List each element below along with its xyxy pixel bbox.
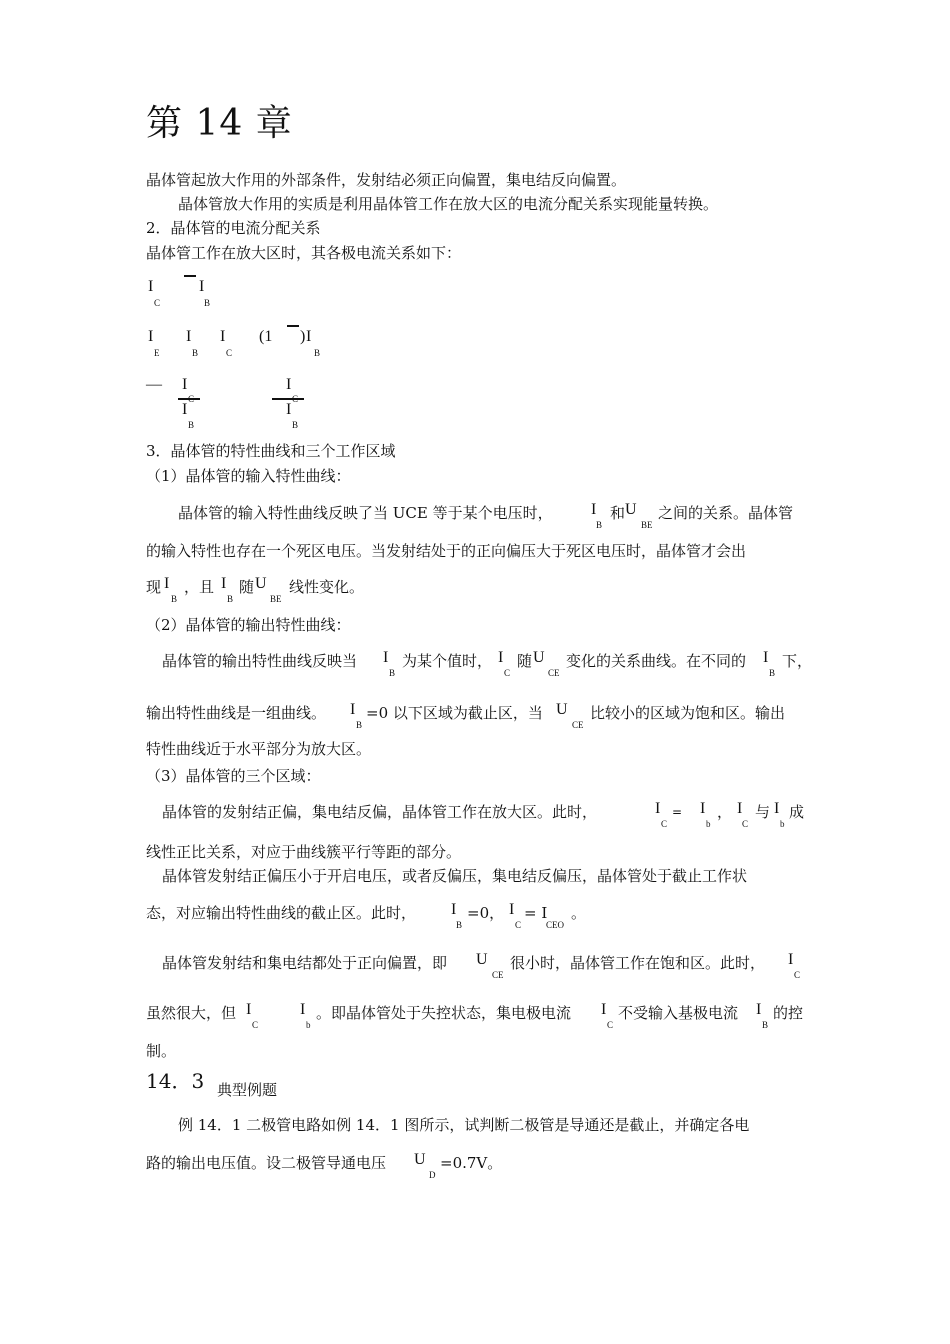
p5-uce: U: [476, 951, 488, 968]
formula-ie-ib: I: [186, 328, 192, 345]
formula-ie-ib-sub: B: [192, 348, 199, 358]
p1-text-d: ，且: [184, 578, 215, 596]
p5-text-d: 。即晶体管处于失控状态，集电极电流: [316, 1004, 572, 1022]
p4-ib: I: [451, 901, 457, 918]
p2-line-3: 特性曲线近于水平部分为放大区。: [146, 740, 372, 758]
p3-ic: I: [655, 800, 661, 817]
formula-ie-paren-close: ): [300, 328, 306, 345]
p3-ic2: I: [737, 800, 743, 817]
intro-line-1: 晶体管起放大作用的外部条件，发射结必须正向偏置，集电结反向偏置。: [146, 171, 627, 189]
p5-ic-sub: C: [794, 970, 801, 980]
p3-text-b: 成: [789, 803, 805, 821]
p5-text-g: 制。: [146, 1042, 177, 1060]
p2-uce-sub: CE: [548, 668, 560, 678]
p1-ube2: U: [255, 575, 267, 592]
example-text-c: =0.7V。: [440, 1154, 503, 1172]
p5-ic2-sub: C: [252, 1020, 259, 1030]
section-3-3-title: （3）晶体管的三个区域：: [146, 767, 321, 785]
fraction-2-num: I: [286, 376, 292, 393]
p2-text-a: 晶体管的输出特性曲线反映当: [162, 652, 358, 670]
p4-text-b: 态，对应输出特性曲线的截止区。此时，: [146, 904, 417, 922]
formula-ic-sub: C: [154, 298, 161, 308]
p3-eq: =: [672, 805, 683, 819]
p2-ib2: I: [763, 649, 769, 666]
p5-text-c: 虽然很大，但: [146, 1004, 237, 1022]
fraction-2-bar: [272, 398, 304, 400]
p1-ib2-sub: B: [171, 594, 178, 604]
formula-ie-paren: (1: [259, 328, 273, 345]
p3-ib-sub: b: [706, 819, 711, 829]
p1-ube2-sub: BE: [270, 594, 282, 604]
p3-ib2: I: [774, 800, 780, 817]
p1-ib2: I: [164, 575, 170, 592]
example-ud: U: [414, 1151, 426, 1168]
p5-text-b: 很小时，晶体管工作在饱和区。此时，: [510, 954, 766, 972]
p2-ic: I: [498, 649, 504, 666]
formula-ie-ic: I: [220, 328, 226, 345]
formula-ib: I: [199, 278, 205, 295]
p5-ic: I: [788, 951, 794, 968]
section-3-1-title: （1）晶体管的输入特性曲线：: [146, 467, 351, 485]
p4-ic: I: [509, 901, 515, 918]
p3-comma: ，: [717, 803, 733, 821]
formula-ic: I: [148, 278, 154, 295]
p1-ib-sub: B: [596, 520, 603, 530]
p1-text-e: 随: [239, 578, 255, 596]
section-14-3-title: 典型例题: [217, 1081, 278, 1099]
p1-line-2: 的输入特性也存在一个死区电压。当发射结处于的正向偏压大于死区电压时，晶体管才会出: [146, 542, 747, 560]
p2-text-d: 变化的关系曲线。在不同的: [566, 652, 747, 670]
p5-ib2-sub: B: [762, 1020, 769, 1030]
p3-ib2-sub: b: [780, 819, 785, 829]
p4-text-c: =0，: [467, 904, 505, 922]
p4-ic-sub: C: [515, 920, 522, 930]
fraction-2-den: I: [286, 401, 292, 418]
section-2-intro: 晶体管工作在放大区时，其各极电流关系如下：: [146, 244, 462, 262]
p2-text-b: 为某个值时，: [402, 652, 493, 670]
p4-text-d: 。: [571, 904, 587, 922]
p3-text-a: 晶体管的发射结正偏，集电结反偏，晶体管工作在放大区。此时，: [162, 803, 598, 821]
example-text-b: 路的输出电压值。设二极管导通电压: [146, 1154, 387, 1172]
p1-text-c: 现: [146, 578, 162, 596]
p1-text-b: 之间的关系。晶体管: [658, 504, 794, 522]
p5-uce-sub: CE: [492, 970, 504, 980]
p3-ib: I: [700, 800, 706, 817]
p4-text-a: 晶体管发射结正偏压小于开启电压，或者反偏压，集电结反偏压，晶体管处于截止工作状: [162, 867, 748, 885]
formula-ie-sub: E: [154, 348, 160, 358]
p1-ib3-sub: B: [227, 594, 234, 604]
formula-ie-ic-sub: C: [226, 348, 233, 358]
p2-uce2: U: [556, 701, 568, 718]
formula-ib-sub: B: [204, 298, 211, 308]
fraction-1-den-sub: B: [188, 420, 195, 430]
p1-text-a: 晶体管的输入特性曲线反映了当 UCE 等于某个电压时，: [178, 504, 553, 522]
p2-ib3-sub: B: [356, 720, 363, 730]
section-3-2-title: （2）晶体管的输出特性曲线：: [146, 616, 351, 634]
beta-bar-1: [184, 275, 196, 277]
p5-text-f: 的控: [773, 1004, 804, 1022]
section-14-3-number: 14．3: [146, 1069, 205, 1093]
fraction-1-den: I: [182, 401, 188, 418]
p2-text-h: 比较小的区域为饱和区。输出: [590, 704, 786, 722]
formula-dash: —: [146, 376, 162, 393]
p2-text-e: 下，: [782, 652, 813, 670]
intro-line-2: 晶体管放大作用的实质是利用晶体管工作在放大区的电流分配关系实现能量转换。: [178, 195, 719, 213]
fraction-1-num: I: [182, 376, 188, 393]
beta-bar-2: [287, 325, 299, 327]
example-text-a: 例 14．1 二极管电路如例 14．1 图所示，试判断二极管是导通还是截止，并确定各电: [178, 1116, 750, 1134]
p5-text-e: 不受输入基极电流: [618, 1004, 739, 1022]
p2-ic-sub: C: [504, 668, 511, 678]
p5-ic2: I: [246, 1001, 252, 1018]
p4-iceo-sub: CEO: [546, 920, 564, 930]
fraction-2-den-sub: B: [292, 420, 299, 430]
p5-ib-sub: b: [306, 1020, 311, 1030]
p2-ib-sub: B: [389, 668, 396, 678]
p5-ic3-sub: C: [607, 1020, 614, 1030]
p2-uce2-sub: CE: [572, 720, 584, 730]
formula-ie-i: I: [148, 328, 154, 345]
p5-ic3: I: [601, 1001, 607, 1018]
p5-ib: I: [300, 1001, 306, 1018]
section-3-title: 3．晶体管的特性曲线和三个工作区域: [146, 442, 396, 460]
p1-ube: U: [625, 501, 637, 518]
p3-ic2-sub: C: [742, 819, 749, 829]
p2-ib2-sub: B: [769, 668, 776, 678]
p2-text-c: 随: [517, 652, 533, 670]
p2-ib: I: [383, 649, 389, 666]
p5-ib2: I: [756, 1001, 762, 1018]
p5-text-a: 晶体管发射结和集电结都处于正向偏置，即: [162, 954, 448, 972]
p3-yu: 与: [755, 803, 771, 821]
p2-text-g: =0 以下区域为截止区，当: [366, 704, 543, 722]
fraction-1-bar: [178, 398, 200, 400]
chapter-title: 第 14 章: [146, 103, 293, 144]
p1-text-f: 线性变化。: [289, 578, 365, 596]
p1-ube-sub: BE: [641, 520, 653, 530]
p1-ib: I: [591, 501, 597, 518]
p1-ib3: I: [221, 575, 227, 592]
formula-ie-ib2: I: [306, 328, 312, 345]
p2-text-f: 输出特性曲线是一组曲线。: [146, 704, 327, 722]
formula-ie-ib2-sub: B: [314, 348, 321, 358]
p1-he: 和: [610, 504, 626, 522]
p3-ic-sub: C: [661, 819, 668, 829]
p2-ib3: I: [350, 701, 356, 718]
p4-eq: = I: [524, 904, 548, 922]
section-2-title: 2．晶体管的电流分配关系: [146, 219, 321, 237]
example-ud-sub: D: [429, 1170, 436, 1180]
p3-line-2: 线性正比关系，对应于曲线簇平行等距的部分。: [146, 843, 462, 861]
p2-uce: U: [533, 649, 545, 666]
p4-ib-sub: B: [456, 920, 463, 930]
